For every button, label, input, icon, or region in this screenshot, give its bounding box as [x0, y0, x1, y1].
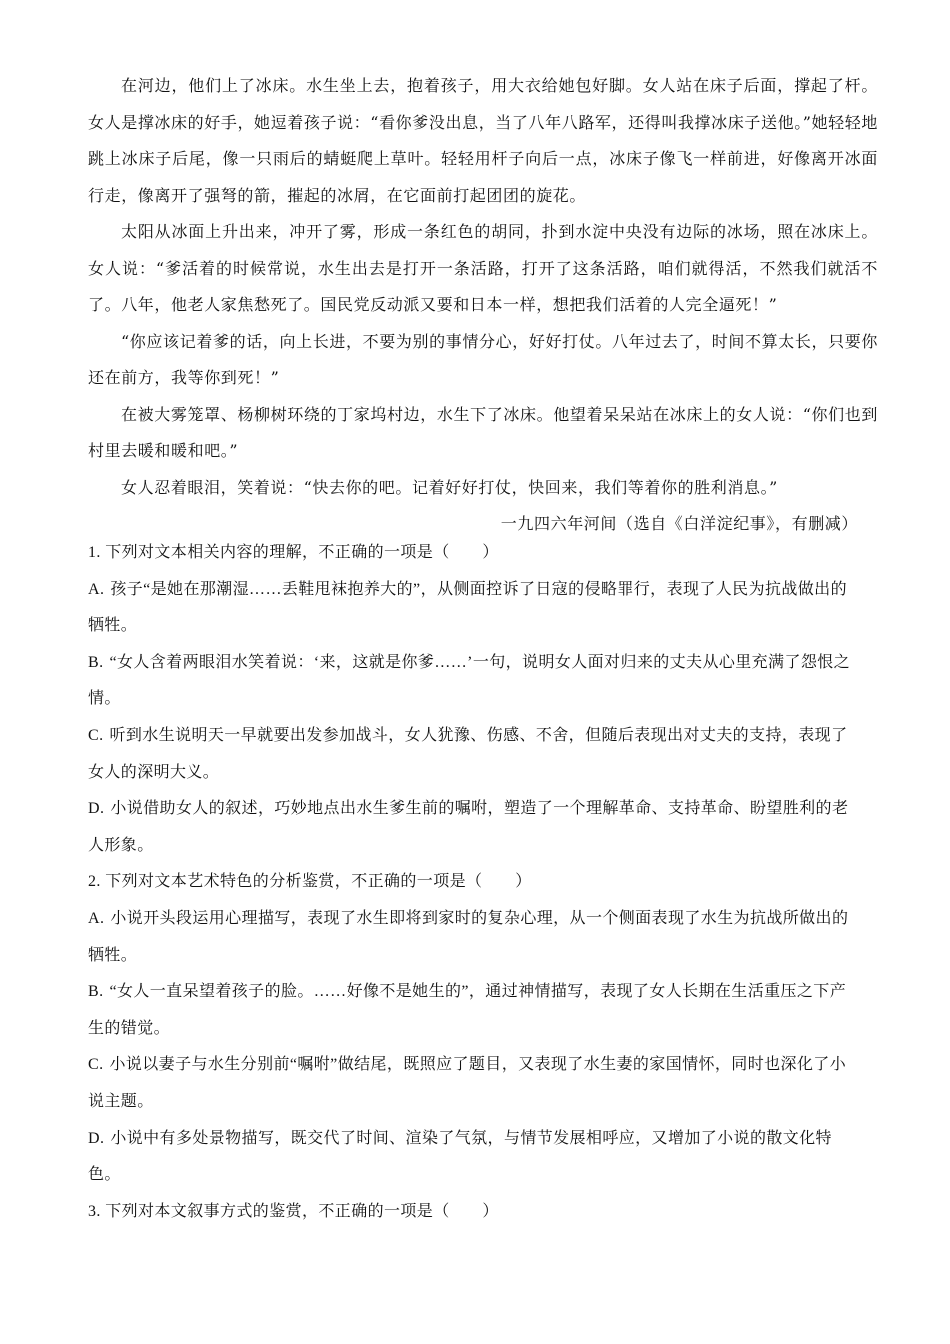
- option-c: [88, 718, 858, 791]
- option-text: 小说开头段运用心理描写，表现了水生即将到家时的复杂心理，从一个侧面表现了水生为抗战所做出的牺牲。: [88, 909, 849, 964]
- question-section: [88, 535, 858, 1230]
- option-text: “女人含着两眼泪水笑着说：‘来，这就是你爹……’一句，说明女人面对归来的丈夫从心里充满了怨恨之情。: [88, 653, 851, 708]
- story-paragraph-4: 在被大雾笼罩、杨柳树环绕的丁家坞村边，水生下了冰床。他望着呆呆站在冰床上的女人说：“你们也到村里去暖和暖和吧。”: [88, 404, 878, 460]
- option-letter: A.: [88, 580, 105, 598]
- option-text: 小说中有多处景物描写，既交代了时间、渲染了气氛，与情节发展相呼应，又增加了小说的散文化特色。: [88, 1129, 832, 1184]
- story-source: 一九四六年河间（选自《白洋淀纪事》，有删减）: [500, 514, 858, 533]
- option-c: [88, 1047, 858, 1120]
- option-letter: C.: [88, 726, 104, 744]
- option-letter: B.: [88, 653, 104, 671]
- option-d: [88, 791, 858, 864]
- option-letter: B.: [88, 983, 104, 1001]
- question-1: [88, 535, 858, 864]
- option-letter: D.: [88, 1129, 105, 1147]
- question-stem: 3. 下列对本文叙事方式的鉴赏，不正确的一项是（ ）: [88, 1202, 499, 1220]
- option-text: 小说借助女人的叙述，巧妙地点出水生爹生前的嘱咐，塑造了一个理解革命、支持革命、盼望胜利的老人形象。: [88, 800, 849, 854]
- option-a: [88, 901, 858, 974]
- question-stem: 2. 下列对文本艺术特色的分析鉴赏，不正确的一项是（ ）: [88, 873, 532, 891]
- option-text: 小说以妻子与水生分别前“嘱咐”做结尾，既照应了题目，又表现了水生妻的家国情怀，同时也深化了小说主题。: [88, 1056, 847, 1110]
- question-stem: 1. 下列对文本相关内容的理解，不正确的一项是（ ）: [88, 544, 499, 561]
- option-text: 听到水生说明天一早就要出发参加战斗，女人犹豫、伤感、不舍，但随后表现出对丈夫的支持，表现了女人的深明大义。: [88, 726, 848, 781]
- option-letter: D.: [88, 800, 105, 818]
- story-paragraph-3: “你应该记着爹的话，向上长进，不要为别的事情分心，好好打仗。八年过去了，时间不算太长，只要你还在前方，我等你到死！”: [88, 331, 878, 387]
- option-text: 孩子“是她在那潮湿……丢鞋甩袜抱养大的”，从侧面控诉了日寇的侵略罪行，表现了人民为抗战做出的牺牲。: [88, 580, 847, 635]
- option-letter: C.: [88, 1056, 104, 1074]
- option-letter: A.: [88, 909, 105, 927]
- story-paragraph-5: 女人忍着眼泪，笑着说：“快去你的吧。记着好好打仗，快回来，我们等着你的胜利消息。”: [121, 477, 778, 497]
- option-b: [88, 974, 858, 1047]
- option-a: [88, 572, 858, 645]
- option-d: [88, 1121, 858, 1194]
- story-paragraph-1: 在河边，他们上了冰床。水生坐上去，抱着孩子，用大衣给她包好脚。女人站在床子后面，撑起了杆。女人是撑冰床的好手，她逗着孩子说：“看你爹没出息，当了八年八路军，还得叫我撑冰床子送他。”她轻轻地跳上冰床子后尾，像一只雨后的蜻蜓爬上草叶。轻轻用杆子向后一点，冰床子像飞一样前进，好像离开冰面行走，像离开了强弩的箭，摧起的冰屑，在它面前打起团团的旋花。: [88, 76, 878, 205]
- question-3: [88, 1194, 858, 1231]
- option-b: [88, 645, 858, 718]
- question-2: [88, 864, 858, 1193]
- option-text: “女人一直呆望着孩子的脸。……好像不是她生的”，通过神情描写，表现了女人长期在生活重压之下产生的错觉。: [88, 983, 847, 1037]
- story-paragraph-2: 太阳从冰面上升出来，冲开了雾，形成一条红色的胡同，扑到水淀中央没有边际的冰场，照在冰床上。女人说：“爹活着的时候常说，水生出去是打开一条活路，打开了这条活路，咱们就得活，不然我们就活不了。八年，他老人家焦愁死了。国民党反动派又要和日本一样，想把我们活着的人完全逼死！”: [88, 222, 878, 314]
- story-excerpt: [88, 68, 878, 543]
